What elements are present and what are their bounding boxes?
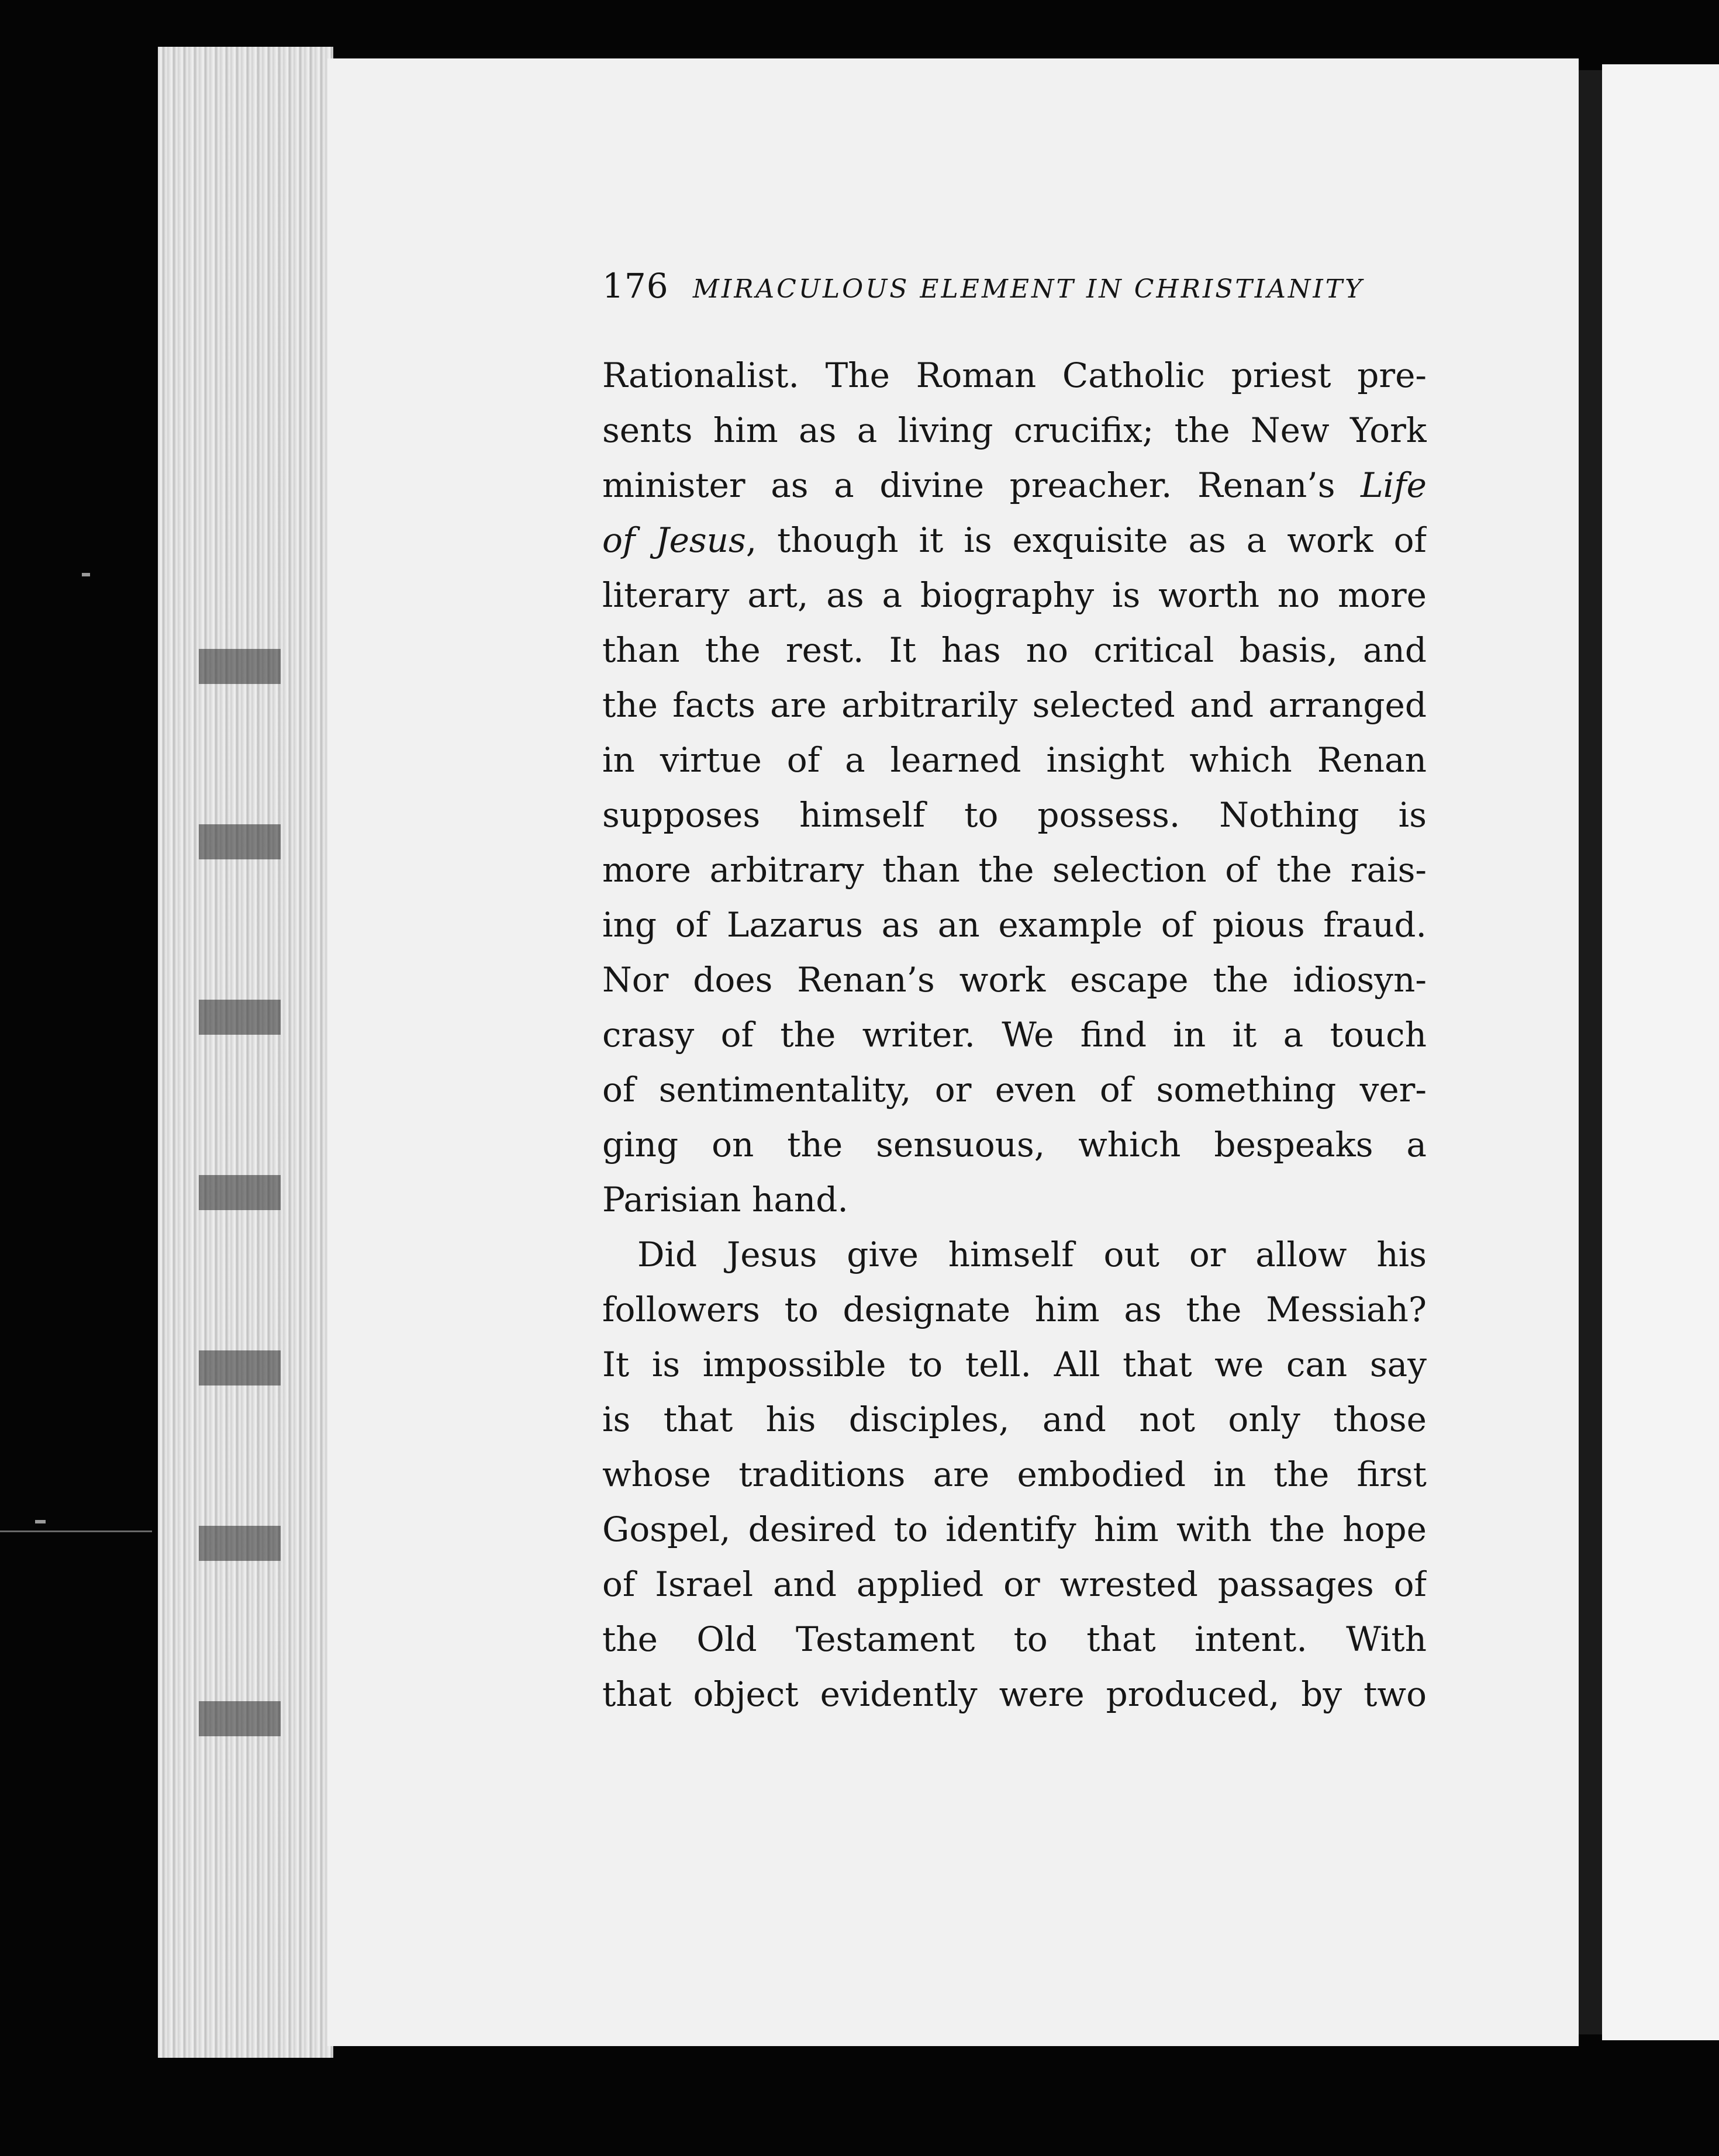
text-segment: , though it is exquisite as a work of xyxy=(745,520,1427,560)
page-number: 176 xyxy=(602,266,669,306)
running-header xyxy=(602,266,1421,306)
text-line: literary art, as a biography is worth no more xyxy=(602,575,1427,615)
text-line xyxy=(602,513,1427,568)
text-line: Gospel, desired to identify him with the hope xyxy=(602,1509,1427,1549)
scan-speck xyxy=(82,573,90,576)
book-title-italic: Life xyxy=(1361,465,1427,505)
text-line xyxy=(602,458,1427,513)
page-edges-ink-marks xyxy=(199,614,281,1771)
text-line: ging on the sensuous, which bespeaks a xyxy=(602,1125,1427,1165)
text-line: than the rest. It has no critical basis, and xyxy=(602,630,1427,670)
paragraph-start-line: Did Jesus give himself out or allow his xyxy=(637,1235,1427,1274)
text-line: the facts are arbitrarily selected and arranged xyxy=(602,685,1427,725)
book-title-italic: of Jesus xyxy=(602,520,746,560)
text-line: whose traditions are embodied in the first xyxy=(602,1454,1427,1494)
running-title: MIRACULOUS ELEMENT IN CHRISTIANITY xyxy=(692,274,1365,304)
text-line: more arbitrary than the selection of the rais- xyxy=(602,850,1427,890)
text-line: Nor does Renan’s work escape the idiosyn- xyxy=(602,960,1427,1000)
book-binding-shadow xyxy=(1579,70,1602,2034)
facing-page-edge xyxy=(1602,64,1719,2040)
text-line: supposes himself to possess. Nothing is xyxy=(602,795,1427,835)
text-line: the Old Testament to that intent. With xyxy=(602,1619,1427,1659)
scan-speck xyxy=(35,1520,46,1523)
text-line: It is impossible to tell. All that we can say xyxy=(602,1345,1427,1384)
body-text xyxy=(602,348,1427,1722)
text-segment: minister as a divine preacher. Renan’s xyxy=(602,465,1361,505)
text-line: is that his disciples, and not only those xyxy=(602,1400,1427,1439)
text-line: ing of Lazarus as an example of pious fraud. xyxy=(602,905,1427,945)
scan-line-artifact xyxy=(0,1530,152,1532)
text-line: in virtue of a learned insight which Renan xyxy=(602,740,1427,780)
text-line: that object evidently were produced, by two xyxy=(602,1674,1427,1714)
text-line: Rationalist. The Roman Catholic priest pre- xyxy=(602,355,1427,395)
text-line: followers to designate him as the Messiah? xyxy=(602,1290,1427,1329)
text-line: sents him as a living crucifix; the New York xyxy=(602,410,1427,450)
text-line: of sentimentality, or even of something ver- xyxy=(602,1070,1427,1110)
paragraph-end-line: Parisian hand. xyxy=(602,1180,848,1219)
text-line: crasy of the writer. We find in it a touch xyxy=(602,1015,1427,1055)
text-line: of Israel and applied or wrested passages of xyxy=(602,1564,1427,1604)
